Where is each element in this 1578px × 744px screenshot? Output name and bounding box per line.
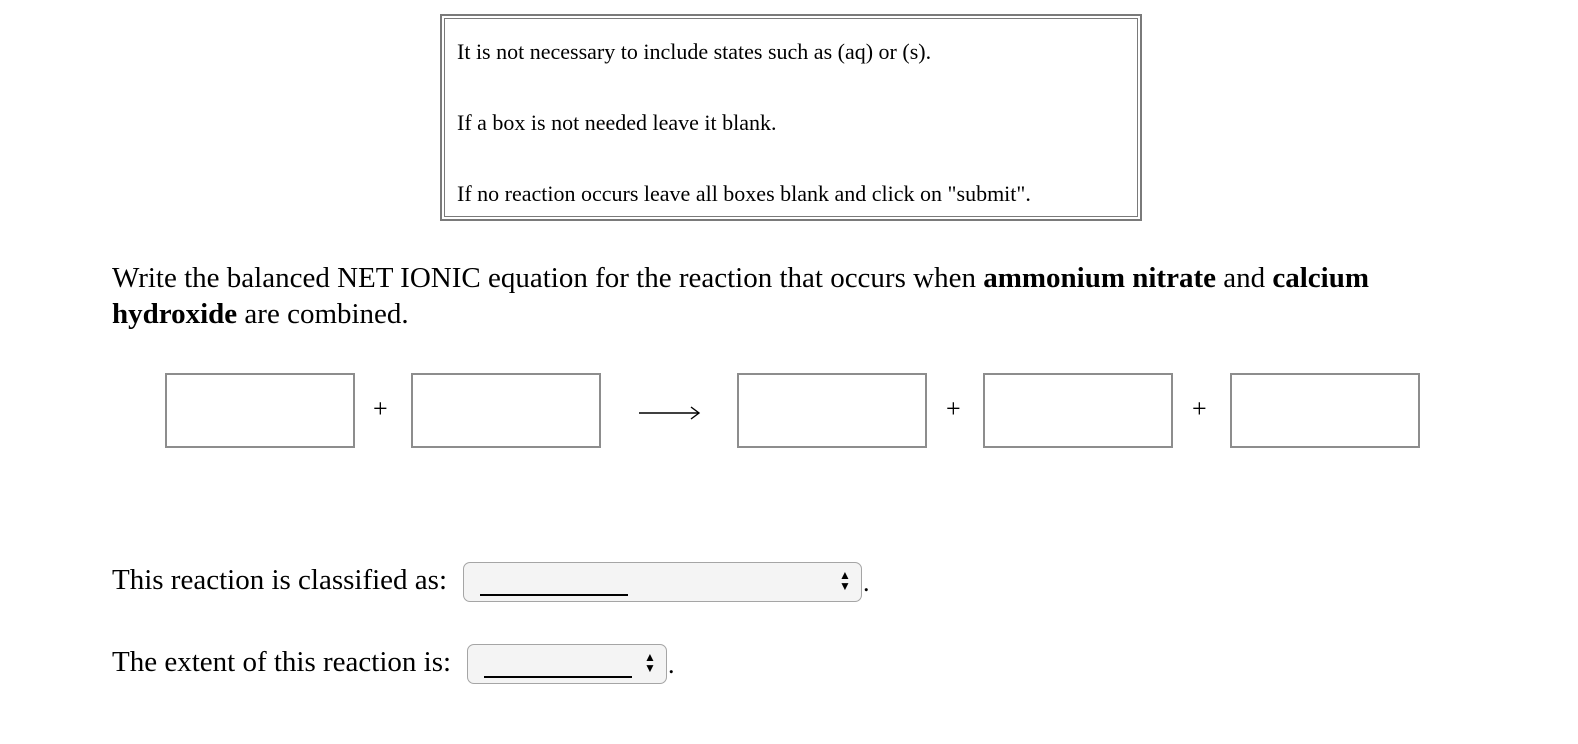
reactant-input-1[interactable] — [165, 373, 355, 448]
reactant-input-2[interactable] — [411, 373, 601, 448]
instructions-box — [440, 14, 1142, 221]
product-input-2[interactable] — [983, 373, 1173, 448]
classification-period: . — [863, 568, 870, 597]
question-text-start: Write the balanced NET IONIC equation for the reaction that occurs when — [112, 262, 984, 294]
product-input-1[interactable] — [737, 373, 927, 448]
classification-select[interactable] — [463, 562, 862, 602]
question-prompt — [112, 260, 1452, 332]
reaction-arrow-icon — [638, 400, 702, 420]
up-down-chevron-icon: ▲ ▼ — [644, 650, 656, 675]
extent-select[interactable] — [467, 644, 667, 684]
reactant-name-2: calcium hydroxide — [112, 262, 1370, 330]
plus-sign: + — [1192, 394, 1207, 423]
instruction-no-reaction: If no reaction occurs leave all boxes blank and click on "submit". — [457, 181, 1031, 206]
question-text-end: are combined. — [237, 298, 409, 330]
instruction-states: It is not necessary to include states such as (aq) or (s). — [457, 39, 932, 64]
classification-selected-value — [480, 574, 628, 596]
extent-period: . — [668, 650, 675, 679]
up-down-chevron-icon: ▲ ▼ — [839, 568, 851, 593]
plus-sign: + — [373, 394, 388, 423]
extent-selected-value — [484, 656, 632, 678]
reactant-name-1: ammonium nitrate — [983, 262, 1216, 294]
instructions-inner-border — [444, 18, 1138, 217]
product-input-3[interactable] — [1230, 373, 1420, 448]
question-text-and: and — [1215, 262, 1273, 294]
plus-sign: + — [946, 394, 961, 423]
instruction-blank-box: If a box is not needed leave it blank. — [457, 110, 777, 135]
classification-label: This reaction is classified as: — [112, 564, 448, 596]
extent-label: The extent of this reaction is: — [112, 646, 452, 678]
